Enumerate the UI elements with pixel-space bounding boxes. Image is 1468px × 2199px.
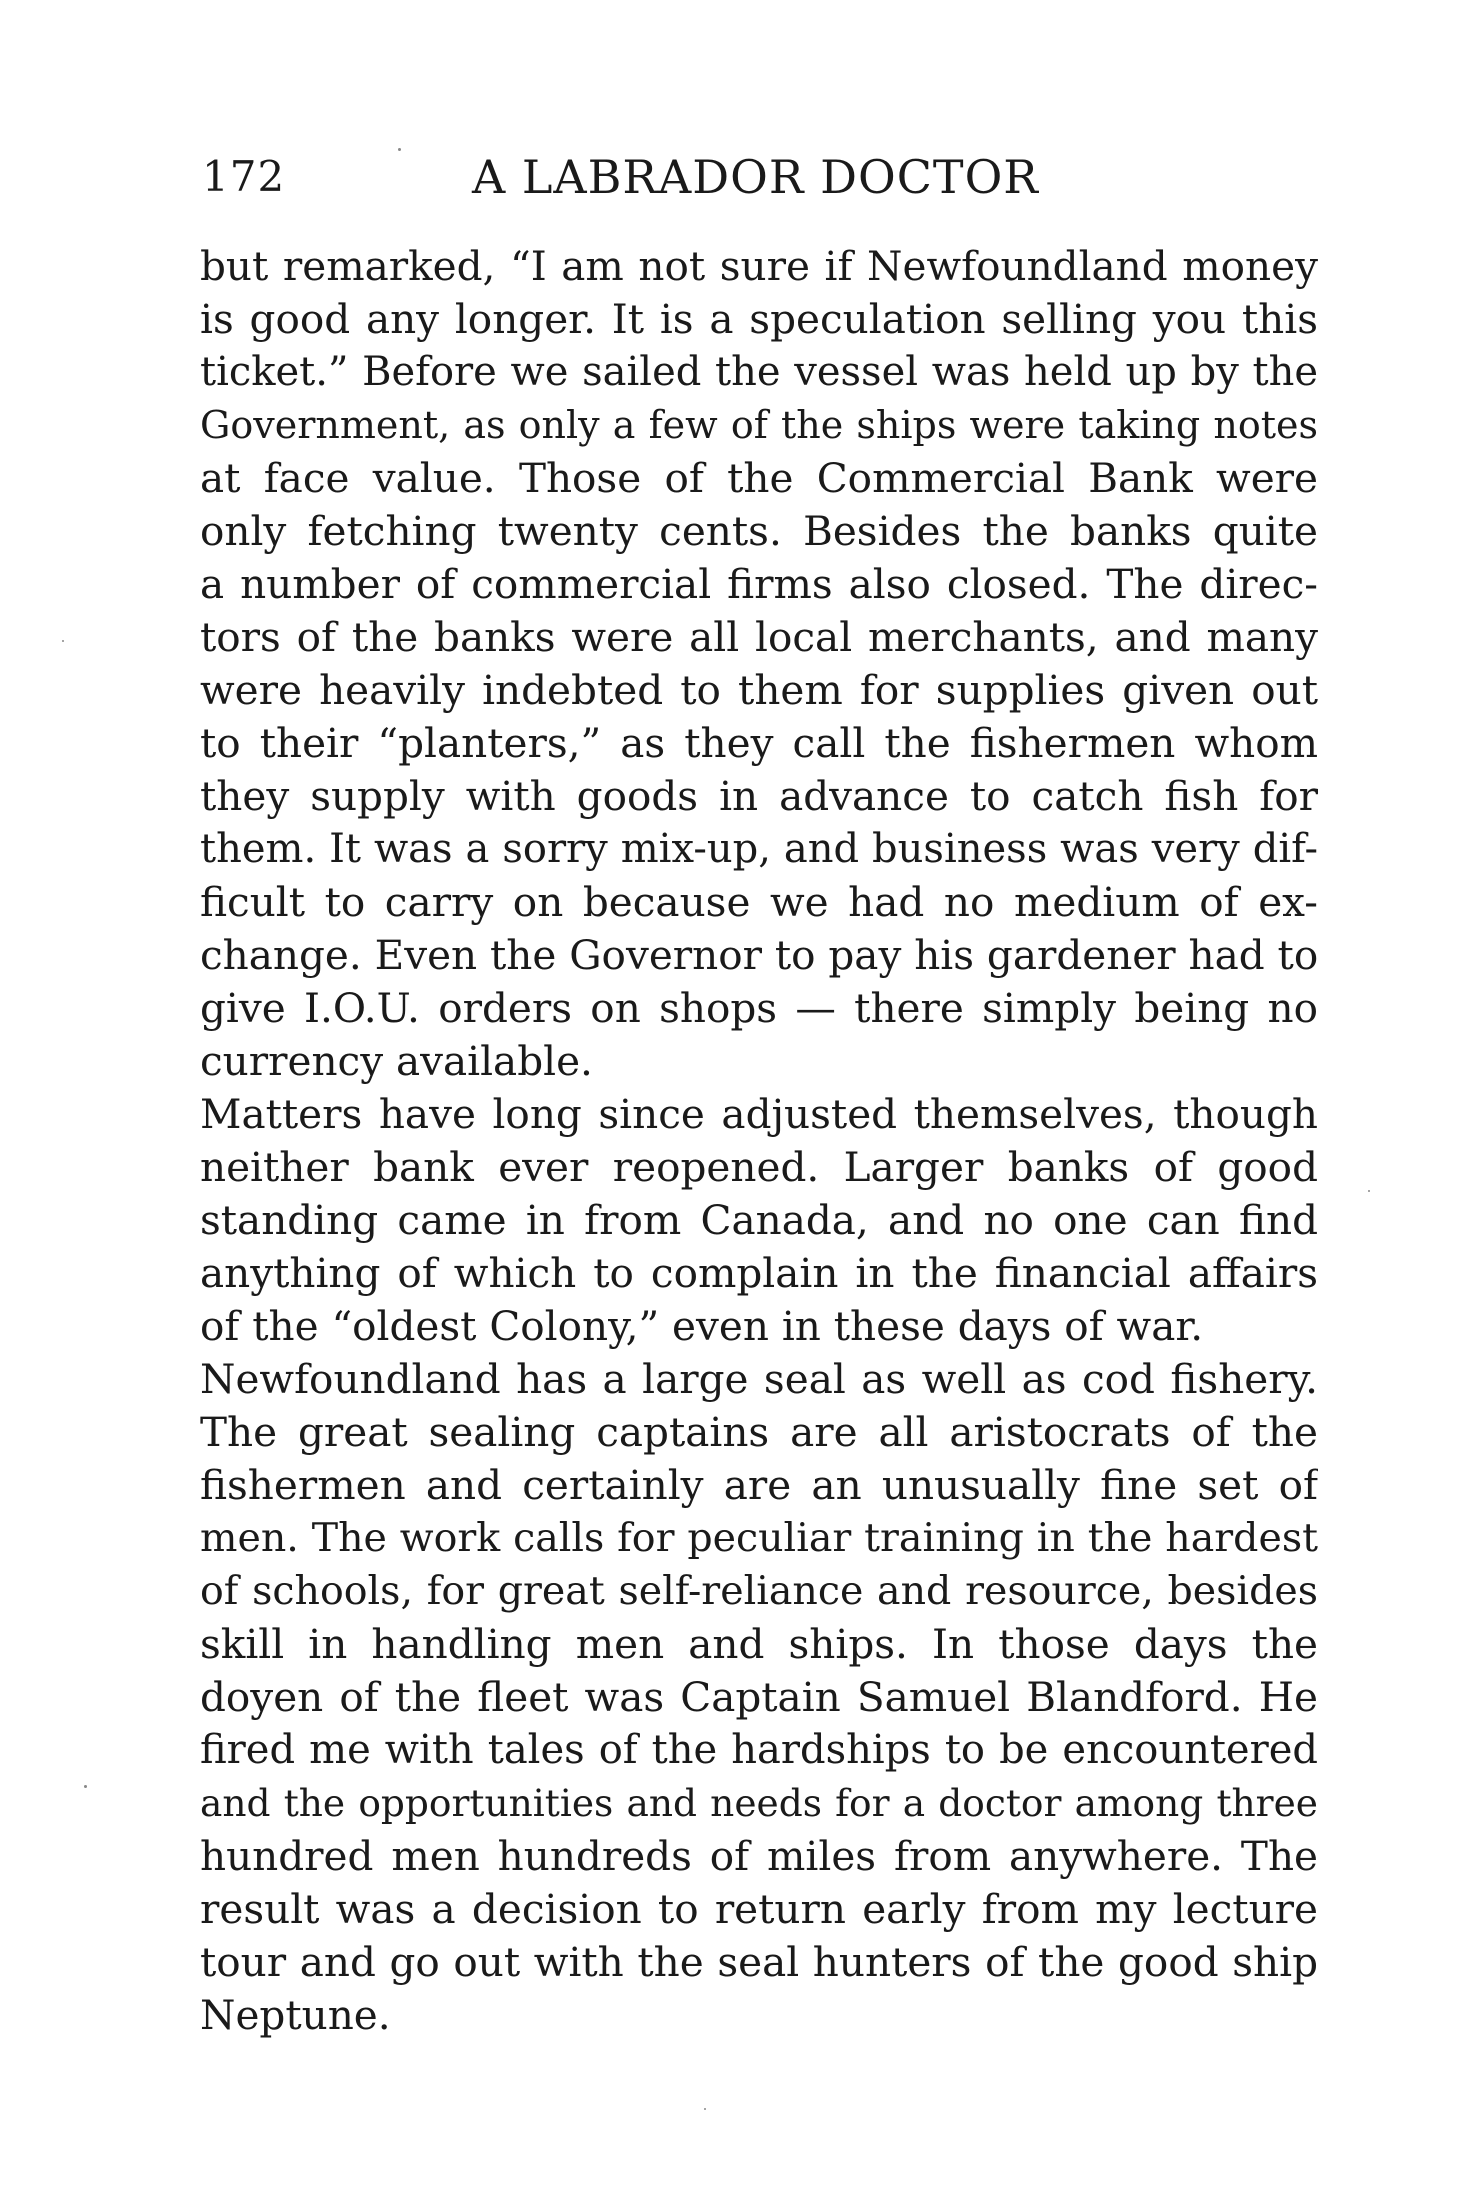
text-line: Neptune. [200, 1991, 391, 2039]
paper-speck [62, 640, 64, 642]
text-line: give I.O.U. orders on shops — there simply being no [200, 984, 1318, 1032]
paper-speck [84, 1785, 87, 1788]
running-head [0, 0, 1468, 230]
paper-speck [1368, 1190, 1370, 1192]
text-line: doyen of the fleet was Captain Samuel Blandford. He [200, 1673, 1318, 1721]
body-text [200, 240, 1318, 2042]
text-line: of the “oldest Colony,” even in these days of war. [200, 1302, 1204, 1350]
paper-speck [704, 2108, 706, 2110]
text-line: fired me with tales of the hardships to be encountered [200, 1727, 1318, 1773]
text-line: and the opportunities and needs for a doctor among three [200, 1781, 1318, 1825]
text-line: they supply with goods in advance to catch fish for [200, 772, 1318, 820]
text-line: hundred men hundreds of miles from anywhere. The [200, 1832, 1318, 1880]
text-line: them. It was a sorry mix-up, and business was very dif- [200, 826, 1318, 872]
text-line: neither bank ever reopened. Larger banks of good [200, 1143, 1318, 1191]
paper-speck [398, 148, 401, 151]
text-line: ficult to carry on because we had no medium of ex- [200, 878, 1318, 926]
text-line: Newfoundland has a large seal as well as cod fishery. [200, 1355, 1318, 1403]
text-line: anything of which to complain in the financial affairs [200, 1249, 1318, 1297]
text-line: of schools, for great self-reliance and resource, besides [200, 1568, 1318, 1614]
text-line: only fetching twenty cents. Besides the banks quite [200, 507, 1318, 555]
text-line: result was a decision to return early from my lecture [200, 1885, 1318, 1933]
text-line: men. The work calls for peculiar training in the hardest [200, 1515, 1318, 1561]
text-line: were heavily indebted to them for supplies given out [200, 666, 1318, 714]
book-title: A LABRADOR DOCTOR [472, 150, 1039, 204]
paragraph [200, 1353, 1318, 2042]
text-line: to their “planters,” as they call the fishermen whom [200, 719, 1318, 767]
text-line: skill in handling men and ships. In those days the [200, 1620, 1318, 1668]
text-line: ticket.” Before we sailed the vessel was held up by the [200, 349, 1318, 395]
text-line: at face value. Those of the Commercial Bank were [200, 454, 1318, 502]
text-line: a number of commercial firms also closed. The direc- [200, 560, 1318, 608]
paragraph [200, 240, 1318, 1088]
text-line: tors of the banks were all local merchants, and many [200, 613, 1318, 661]
text-line: but remarked, “I am not sure if Newfoundland money [200, 242, 1318, 290]
text-line: fishermen and certainly are an unusually fine set of [200, 1461, 1318, 1509]
text-line: Government, as only a few of the ships were taking notes [200, 403, 1318, 447]
page-number: 172 [202, 152, 286, 201]
text-line: standing came in from Canada, and no one can find [200, 1196, 1318, 1244]
text-line: is good any longer. It is a speculation selling you this [200, 295, 1318, 343]
text-line: The great sealing captains are all aristocrats of the [200, 1408, 1318, 1456]
paragraph [200, 1088, 1318, 1353]
text-line: tour and go out with the seal hunters of the good ship [200, 1938, 1318, 1986]
text-line: change. Even the Governor to pay his gardener had to [200, 931, 1318, 979]
text-line: currency available. [200, 1037, 593, 1085]
text-line: Matters have long since adjusted themselves, though [200, 1090, 1318, 1138]
